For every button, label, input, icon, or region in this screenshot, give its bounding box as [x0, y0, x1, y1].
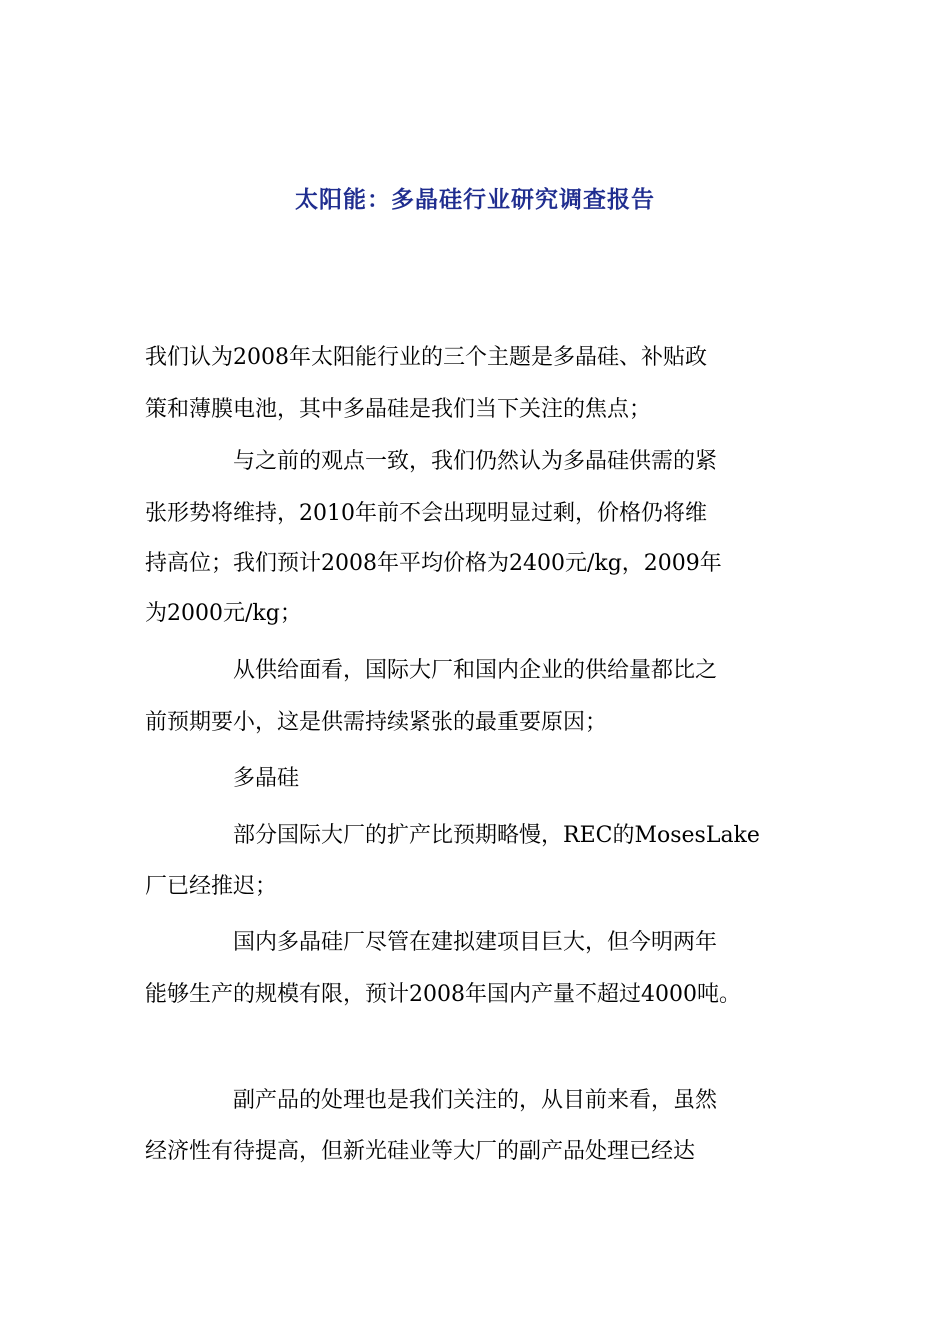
paragraph-2-line-3: 持高位；我们预计2008年平均价格为2400元/kg，2009年 — [145, 551, 722, 576]
paragraph-2-line-1: 与之前的观点一致，我们仍然认为多晶硅供需的紧 — [233, 449, 718, 474]
paragraph-5-line-2: 能够生产的规模有限，预计2008年国内产量不超过4000吨。 — [145, 982, 741, 1007]
paragraph-1-line-1: 我们认为2008年太阳能行业的三个主题是多晶硅、补贴政 — [145, 345, 707, 370]
paragraph-6-line-1: 副产品的处理也是我们关注的，从目前来看，虽然 — [233, 1088, 718, 1113]
paragraph-4-line-2: 厂已经推迟； — [145, 874, 278, 899]
paragraph-3-line-2: 前预期要小，这是供需持续紧张的最重要原因； — [145, 710, 608, 735]
paragraph-1-line-2: 策和薄膜电池，其中多晶硅是我们当下关注的焦点； — [145, 397, 652, 422]
section-heading-polysilicon: 多晶硅 — [233, 766, 300, 791]
paragraph-4-line-1: 部分国际大厂的扩产比预期略慢，REC的MosesLake — [233, 823, 760, 848]
paragraph-2-line-4: 为2000元/kg； — [145, 601, 302, 626]
paragraph-3-line-1: 从供给面看，国际大厂和国内企业的供给量都比之 — [233, 658, 718, 683]
document-title: 太阳能：多晶硅行业研究调查报告 — [295, 186, 655, 213]
paragraph-2-line-2: 张形势将维持，2010年前不会出现明显过剩，价格仍将维 — [145, 501, 707, 526]
paragraph-6-line-2: 经济性有待提高，但新光硅业等大厂的副产品处理已经达 — [145, 1139, 696, 1164]
paragraph-5-line-1: 国内多晶硅厂尽管在建拟建项目巨大，但今明两年 — [233, 930, 718, 955]
